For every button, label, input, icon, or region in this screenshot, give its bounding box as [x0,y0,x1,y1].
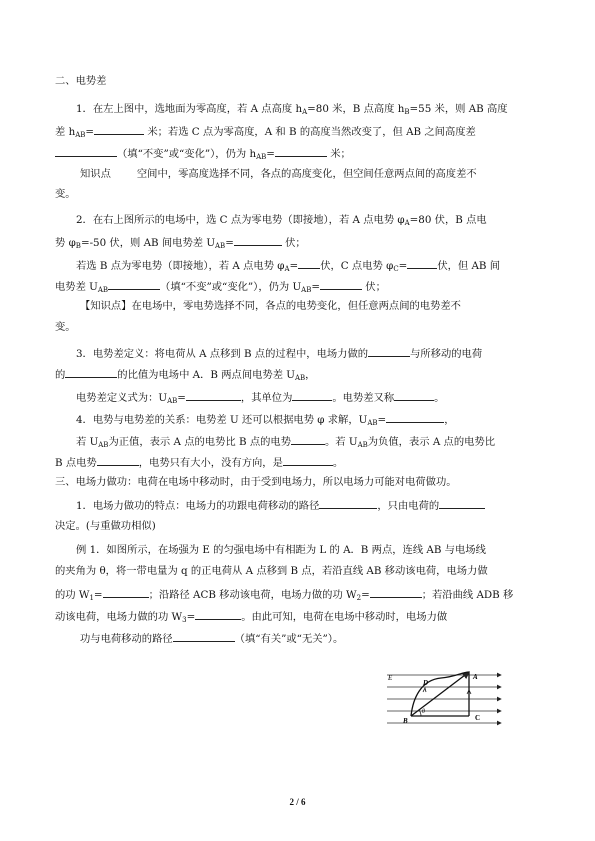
blank-w3[interactable] [195,608,241,620]
blank-w1[interactable] [103,586,149,598]
blank-alias[interactable] [394,389,434,401]
blank-quantity-type[interactable] [283,454,333,466]
section-3-title: 三、电场力做功：电荷在电场中移动时，由于受到电场力，所以电场力可能对电荷做功。 [55,476,457,488]
label-c: C [475,714,481,722]
label-e: E [388,674,393,682]
example-1-line-1: 例 1．如图所示，在场强为 E 的匀强电场中有相距为 L 的 A．B 两点，连线 AB 与电场线 [76,544,486,556]
p4-line-1: 4．电势与电势差的关系：电势差 U 还可以根据电势 φ 求解，$U_{AB}=$ ， [76,411,454,430]
p2-line-4: 电势差 $U_{AB}$ （填“不变”或“变化”），仍为 $U_{AB}=$ 伏； [55,278,386,297]
label-theta: θ [422,709,425,715]
p4-line-3: B 点电势 ，电势只有大小，没有方向，是 。 [55,454,343,470]
blank-w2[interactable] [370,586,422,598]
electric-field-diagram [383,668,505,728]
blank-definition-formula[interactable] [186,389,241,401]
blank-charge-quantity[interactable] [65,366,117,378]
p4-line-2: 若 $U_{AB}$为正值，表示 A 点的电势比 B 点的电势 。若 $U_{AB}$为负值，表示 A 点的电势比 [76,433,495,452]
p2-line-1: 2．在右上图所示的电场中，选 C 点为零电势（即接地），若 A 点电势 $\varphi_A=80$ 伏，B 点电 [76,214,487,227]
blank-u-ab-still[interactable] [320,278,362,290]
p3-line-1: 3．电势差定义：将电荷从 A 点移到 B 点的过程中，电场力做的 与所移动的电荷 [76,345,482,361]
example-1-line-4: 动该电荷，电场力做的功 $W_3=$ 。由此可知，电荷在电场中移动时，电场力做 [55,608,447,627]
blank-height-diff-change[interactable] [55,145,117,157]
blank-related[interactable] [173,630,235,642]
s3-p1-line-1: 1．电场力做功的特点：电场力的功跟电荷移动的路径 ，只由电荷的 [76,497,485,513]
knowledge-point-2: 【知识点】在电场中，零电势选择不同，各点的电势变化，但任意两点间的电势差不 [80,300,461,312]
blank-unit[interactable] [292,389,332,401]
blank-u-ab-formula[interactable] [386,411,444,423]
p1-line-2: 差 $h_{AB}=$ 米；若选 C 点为零高度，A 和 B 的高度当然改变了，但 AB 之间高度差 [55,123,476,142]
blank-u-ab-change[interactable] [108,278,160,290]
blank-u-ab[interactable] [234,234,282,246]
p1-line-3: （填“不变”或“变化”），仍为 $h_{AB}=$ 米； [55,145,351,164]
page-number: 2 / 6 [289,797,306,807]
blank-b-potential[interactable] [97,454,139,466]
blank-phi-c[interactable] [407,257,437,269]
knowledge-point-1-cont: 变。 [55,188,76,200]
label-d: D [423,679,429,687]
blank-work[interactable] [368,345,410,357]
blank-higher-lower[interactable] [291,433,325,445]
knowledge-point-1: 知识点 空间中，零高度选择不同，各点的高度变化，但空间任意两点间的高度差不 [80,168,477,180]
blank-h-ab[interactable] [94,123,144,135]
example-1-line-3: 的功 $W_1=$ ；沿路径 ACB 移动该电荷，电场力做的功 $W_2=$ ；若沿曲线 ADB 移 [55,586,513,605]
example-1-line-5: 功与电荷移动的路径 （填“有关”或“无关”）。 [80,630,343,646]
p2-line-3: 若选 B 点为零电势（即接地），若 A 点电势 $\varphi_A=$ 伏，C 点电势 $\varphi_C=$ 伏，但 AB 间 [76,257,500,276]
blank-path-relation[interactable] [319,497,377,509]
p3-line-3: 电势差定义式为：$U_{AB}=$ ，其单位为 。电势差又称 。 [76,389,444,408]
blank-h-ab-still[interactable] [275,145,327,157]
blank-position[interactable] [439,497,485,509]
blank-phi-a[interactable] [298,257,320,269]
knowledge-point-2-cont: 变。 [55,321,76,333]
p3-line-2: 的 的比值为电场中 A．B 两点间电势差 $U_{AB}$， [55,366,315,385]
p1-line-1: 1．在左上图中，选地面为零高度，若 A 点高度 $h_A=80$ 米，B 点高度 $h_B=55$ 米，则 AB 高度 [76,103,508,116]
p2-line-2: 势 $\varphi_B=-50$ 伏，则 AB 间电势差 $U_{AB}=$ 伏； [55,234,306,253]
s3-p1-line-2: 决定。(与重做功相似) [55,520,156,532]
example-1-line-2: 的夹角为 θ，将一带电量为 q 的正电荷从 A 点移到 B 点，若沿直线 AB 移动该电荷，电场力做 [55,565,488,577]
section-2-title: 二、电势差 [55,75,107,87]
curve-arrow [423,688,426,692]
label-a: A [473,673,478,681]
label-b: B [403,717,408,725]
